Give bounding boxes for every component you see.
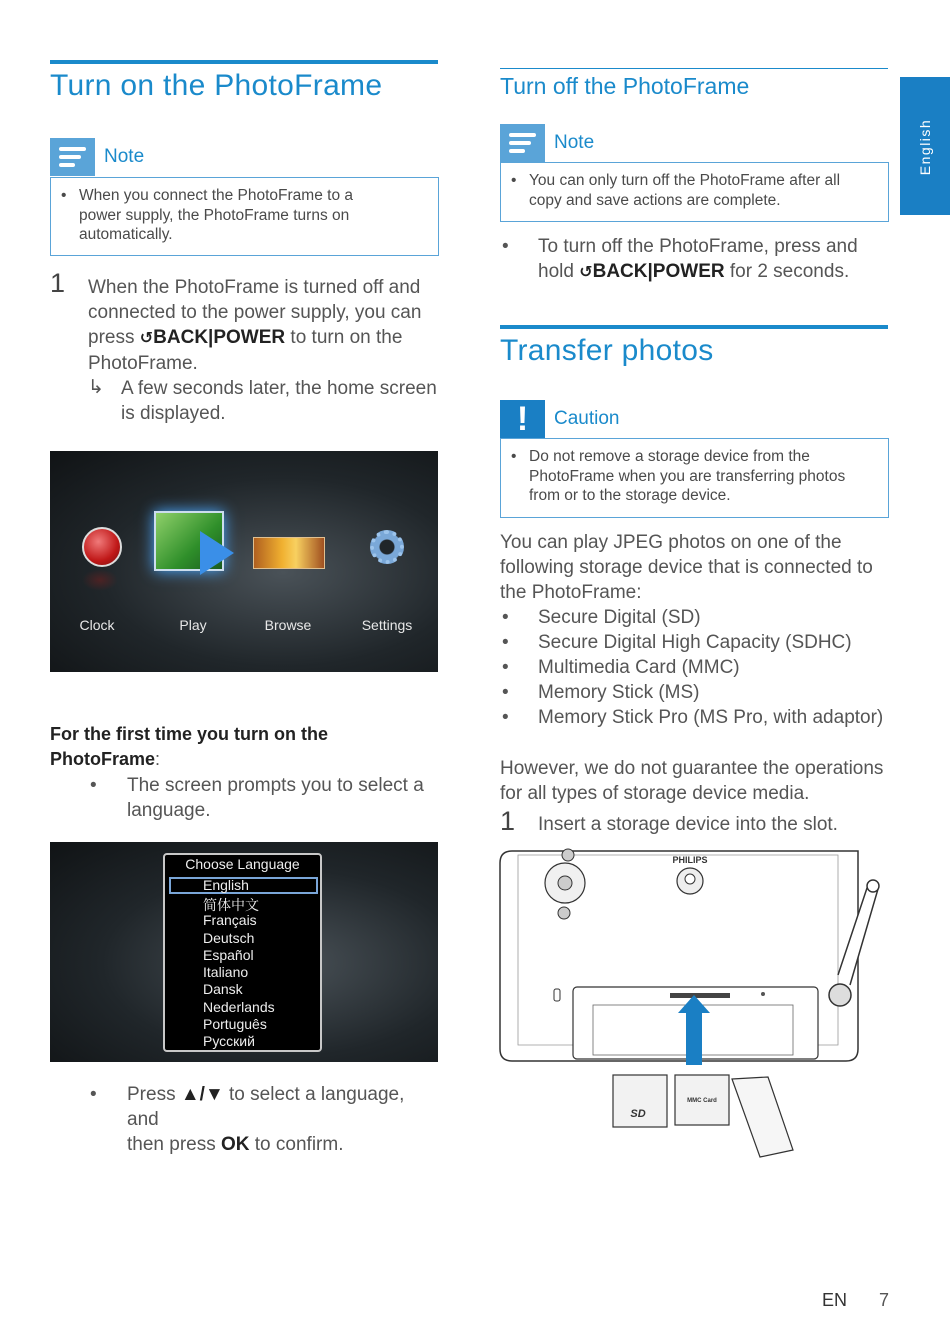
caution-box [500,438,889,518]
language-option: Español [203,947,254,963]
back-arrow-icon: ↺ [579,264,593,281]
language-option: Italiano [203,964,249,980]
storage-slot-diagram [498,845,893,1165]
transfer-photos-title: Transfer photos [500,334,714,367]
caution-icon: ! [500,400,545,438]
step1-text [88,275,438,376]
list-item: Secure Digital (SD) [538,607,701,628]
note-text-line: When you connect the PhotoFrame to a [79,187,353,204]
note-header [500,124,888,162]
bullet: • [61,187,67,204]
note-text-line: power supply, the PhotoFrame turns on [79,206,350,224]
language-option: Nederlands [203,999,275,1015]
language-option: Русский [203,1033,255,1049]
back-power-key: ↺BACK|POWER [139,327,286,348]
language-option: Português [203,1016,267,1032]
browse-icon [253,537,325,569]
gear-icon [370,530,404,564]
svg-text:SD: SD [630,1108,646,1120]
result-text [121,376,441,426]
step-number: 1 [50,268,66,298]
list-item: Secure Digital High Capacity (SDHC) [538,632,852,653]
card-slot [670,993,730,998]
note-box [50,177,439,256]
language-option: English [203,877,249,893]
heading-line: PhotoFrame [50,749,156,769]
caution-label: Caution [554,408,620,429]
result-line: A few seconds later, the home screen [121,378,437,399]
note-icon [500,124,545,162]
caution-text-line: from or to the storage device. [529,487,731,504]
bullet: • [90,775,97,796]
text-line: You can play JPEG photos on one of the [500,532,842,553]
note-label: Note [104,146,145,167]
text-line: for all types of storage device media. [500,783,810,804]
bullet: • [511,172,517,189]
insert-arrow-icon [686,1010,702,1065]
text-line: the PhotoFrame: [500,582,642,603]
first-time-text [127,773,437,823]
bullet: • [502,236,509,257]
bullet: • [502,707,509,728]
menu-browse-label: Browse [264,617,312,633]
menu-clock-label: Clock [79,617,115,633]
step-number: 1 [500,806,516,836]
title-rule [50,60,438,64]
step1-line: press ↺BACK|POWER to turn on the [88,327,403,348]
step1-line: connected to the power supply, you can [88,302,422,323]
language-option: Dansk [203,981,243,997]
step1-line: When the PhotoFrame is turned off and [88,277,421,298]
result-arrow-icon: ↳ [88,377,104,398]
list-item: Memory Stick (MS) [538,682,700,703]
turn-on-title: Turn on the PhotoFrame [50,69,383,102]
language-option: Deutsch [203,930,255,946]
title-rule [500,325,888,329]
device-list [538,605,898,730]
bullet: • [90,1084,97,1105]
text-line: To turn off the PhotoFrame, press and [538,236,858,257]
ok-key: OK [221,1134,250,1155]
first-time-heading: For the first time you turn on the PhotoFrame: [50,724,328,769]
step1-line: PhotoFrame. [88,353,198,374]
turn-off-title: Turn off the PhotoFrame [500,73,750,99]
memory-stick-icon [732,1077,793,1157]
clock-reflection [82,569,118,591]
up-down-keys: ▲/▼ [180,1084,224,1105]
text-line: language. [127,800,211,821]
insert-text: Insert a storage device into the slot. [538,814,838,835]
note-text-line: You can only turn off the PhotoFrame after all [529,172,841,189]
caution-text-line: PhotoFrame when you are transferring photos [529,467,846,485]
note-text-line: automatically. [79,226,173,243]
bullet: • [511,448,517,465]
storage-intro [500,530,900,605]
choose-language-panel [163,853,322,1052]
turn-off-text: To turn off the PhotoFrame, press and hold ↺BACK|POWER for 2 seconds. [538,234,888,285]
text-line: The screen prompts you to select a [127,775,424,796]
press-text: Press ▲/▼ to select a language, and then press OK to confirm. [127,1084,405,1155]
menu-settings-label: Settings [361,617,413,633]
bullet: • [502,607,509,628]
back-arrow-icon: ↺ [139,330,154,347]
page-number: 7 [879,1290,890,1310]
brand-label: PHILIPS [672,855,708,865]
play-arrow-icon [200,531,234,575]
footer-language: EN [822,1290,848,1310]
caution-text-line: Do not remove a storage device from the [529,448,810,465]
language-option: 简体中文 [203,897,259,913]
bullet: • [502,657,509,678]
note-header [50,138,438,176]
note-box [500,162,889,222]
caution-header [500,400,888,438]
note-text-line: copy and save actions are complete. [529,191,781,209]
side-tab-label: English [917,118,933,176]
text-line: following storage device that is connected to [500,557,873,578]
home-screen-image [50,451,438,672]
heading-line: For the first time you turn on the [50,724,328,744]
back-power-key: ↺BACK|POWER [579,261,725,282]
svg-text:MMC Card: MMC Card [687,1098,717,1104]
choose-language-title: Choose Language [185,856,300,872]
text-line: However, we do not guarantee the operations [500,758,884,779]
section-rule [500,68,888,69]
menu-play-label: Play [179,617,207,633]
guarantee-text [500,756,900,806]
list-item: Multimedia Card (MMC) [538,657,740,678]
bullet: • [502,632,509,653]
list-item: Memory Stick Pro (MS Pro, with adaptor) [538,707,884,728]
device-list-bullets [502,605,509,730]
note-icon [50,138,95,176]
bullet: • [502,682,509,703]
language-option: Français [203,912,257,928]
language-side-tab [900,77,950,215]
clock-icon [82,527,122,567]
note-label: Note [554,132,595,153]
result-line: is displayed. [121,403,226,424]
